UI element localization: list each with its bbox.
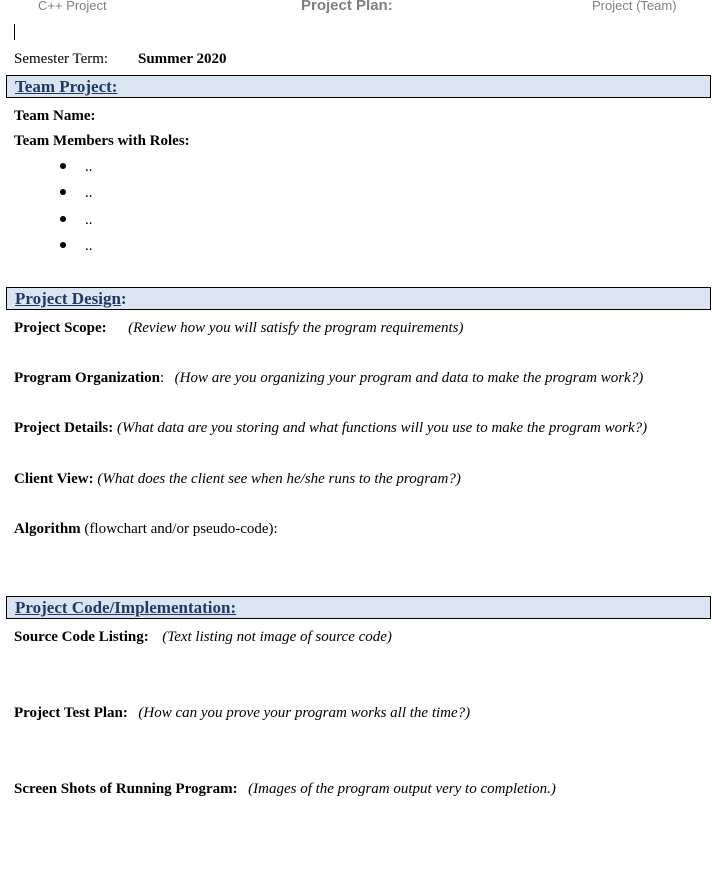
list-item: .. bbox=[60, 211, 93, 229]
bullet-icon bbox=[60, 189, 66, 195]
algorithm-label: Algorithm bbox=[14, 521, 81, 537]
screenshots-label: Screen Shots of Running Program: bbox=[14, 781, 238, 797]
program-organization-hint: (How are you organizing your program and data to make the program work?) bbox=[174, 370, 644, 386]
source-code-row bbox=[14, 628, 392, 646]
project-scope-row bbox=[14, 319, 463, 337]
test-plan-label: Project Test Plan: bbox=[14, 705, 128, 721]
test-plan-hint: (How can you prove your program works all the time?) bbox=[138, 705, 471, 721]
test-plan-row bbox=[14, 704, 470, 722]
bullet-icon bbox=[60, 163, 66, 169]
list-item: .. bbox=[60, 237, 93, 255]
project-scope-hint: (Review how you will satisfy the program requirements) bbox=[128, 320, 464, 336]
header-center-title: Project Plan: bbox=[301, 0, 393, 14]
client-view-hint: (What does the client see when he/she runs to the program?) bbox=[97, 471, 461, 487]
team-name-label: Team Name: bbox=[14, 108, 96, 124]
screenshots-hint: (Images of the program output very to completion.) bbox=[248, 781, 556, 797]
header-right-text: Project (Team) bbox=[592, 0, 677, 13]
list-item: .. bbox=[60, 158, 93, 176]
section-project-design bbox=[6, 287, 711, 310]
source-code-label: Source Code Listing: bbox=[14, 629, 149, 645]
header-left-text: C++ Project bbox=[38, 0, 107, 13]
section-team-project bbox=[6, 75, 711, 98]
screenshots-row bbox=[14, 780, 556, 798]
client-view-label: Client View: bbox=[14, 471, 94, 487]
bullet-icon bbox=[60, 242, 66, 248]
algorithm-row bbox=[14, 520, 278, 538]
source-code-hint: (Text listing not image of source code) bbox=[162, 629, 392, 645]
bullet-icon bbox=[60, 216, 66, 222]
project-details-hint: (What data are you storing and what functions will you use to make the program work?) bbox=[117, 420, 648, 436]
text-cursor bbox=[14, 24, 15, 40]
client-view-row bbox=[14, 470, 461, 488]
section-title-project-code: Project Code/Implementation: bbox=[15, 598, 237, 617]
section-title-team-project: Team Project: bbox=[15, 77, 118, 96]
program-organization-row: Program Organization: (How are you organizing your program and data to make the program work?) bbox=[14, 370, 644, 386]
project-details-row bbox=[14, 419, 647, 437]
semester-label: Semester Term: bbox=[14, 51, 109, 67]
project-scope-label: Project Scope: bbox=[14, 320, 107, 336]
section-title-project-design: Project Design: bbox=[15, 289, 127, 308]
semester-value: Summer 2020 bbox=[138, 51, 227, 67]
section-project-code bbox=[6, 596, 711, 619]
program-organization-label: Program Organization bbox=[14, 370, 160, 386]
project-details-label: Project Details: bbox=[14, 420, 114, 436]
algorithm-hint: (flowchart and/or pseudo-code): bbox=[84, 521, 278, 537]
list-item: .. bbox=[60, 184, 93, 202]
team-members-label: Team Members with Roles: bbox=[14, 133, 190, 149]
